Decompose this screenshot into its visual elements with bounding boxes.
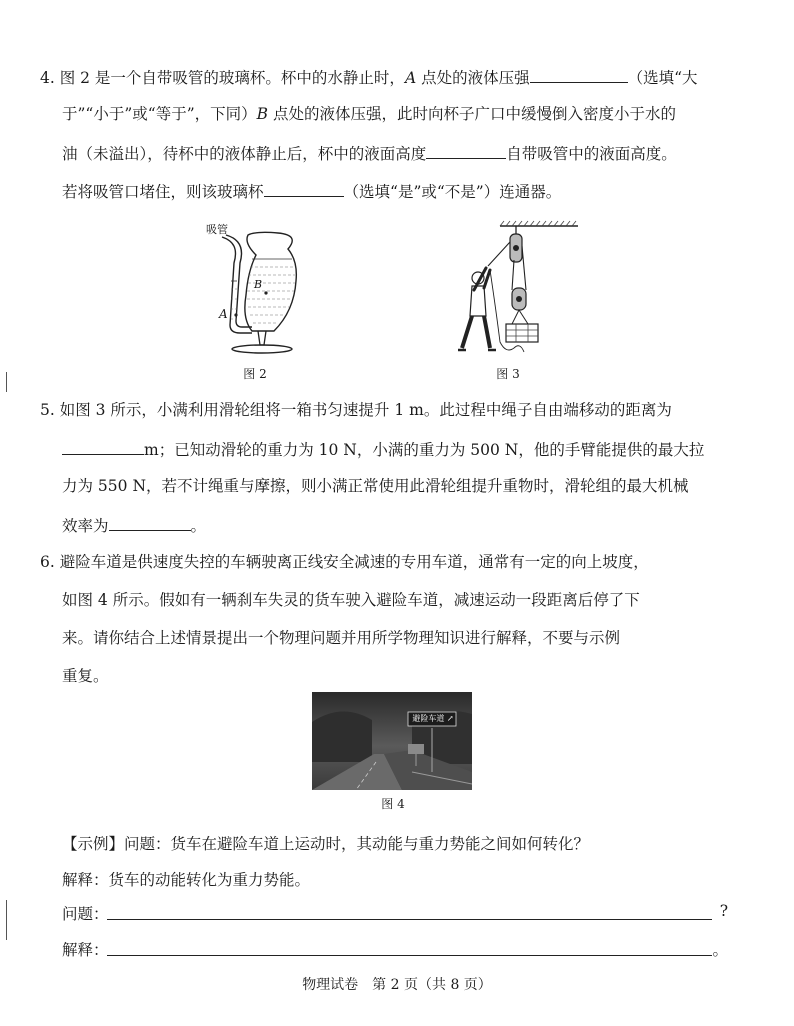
example-tag: 【示例】 <box>62 835 125 853</box>
q4-line-2: 于”“小于”或“等于”，下同）B 点处的液体压强，此时向杯子广口中缓慢倒入密度小于水的 <box>62 105 676 123</box>
scan-edge-mark <box>6 900 7 940</box>
explanation-label: 解释： <box>62 941 109 959</box>
q4-blank-2[interactable] <box>426 142 506 159</box>
explanation-answer-line[interactable] <box>107 955 712 956</box>
q5-blank-1[interactable] <box>62 438 144 455</box>
q6-line-1: 6. 避险车道是供速度失控的车辆驶离正线安全减速的专用车道，通常有一定的向上坡度， <box>40 553 649 571</box>
q6-line-3: 来。请你结合上述情景提出一个物理问题并用所学物理知识进行解释，不要与示例 <box>62 629 621 647</box>
escape-lane-sign: 避险车道 ↗ <box>412 714 454 723</box>
q4-blank-1[interactable] <box>530 66 628 83</box>
q5-line-2: m；已知动滑轮的重力为 10 N，小满的重力为 500 N，他的手臂能提供的最大拉 <box>62 438 704 460</box>
scan-edge-mark <box>6 372 7 392</box>
q4-line-4: 若将吸管口堵住，则该玻璃杯 （选填“是”或“不是”）连通器。 <box>62 180 561 202</box>
point-a-label: A <box>219 307 228 321</box>
example-answer: 解释：货车的动能转化为重力势能。 <box>62 871 311 889</box>
figure-4-caption: 图 4 <box>381 797 405 811</box>
question-label: 问题： <box>62 905 109 923</box>
question-end-mark: ? <box>719 902 728 920</box>
page-footer: 物理试卷 第 2 页（共 8 页） <box>302 977 492 993</box>
explanation-end-mark: 。 <box>712 941 728 959</box>
q5-blank-2[interactable] <box>109 514 191 531</box>
q6-line-2: 如图 4 所示。假如有一辆刹车失灵的货车驶入避险车道，减速运动一段距离后停了下 <box>62 591 640 609</box>
question-answer-line[interactable] <box>107 919 712 920</box>
question-answer-row <box>62 902 728 924</box>
q5-line-1: 5. 如图 3 所示，小满利用滑轮组将一箱书匀速提升 1 m。此过程中绳子自由端移动的距离为 <box>40 401 672 419</box>
q4-blank-3[interactable] <box>264 180 344 197</box>
q6-line-4: 重复。 <box>62 667 109 685</box>
figure-2-caption: 图 2 <box>243 367 267 381</box>
point-b-label: B <box>254 278 263 291</box>
straw-label: 吸管 <box>206 223 228 236</box>
q4-line-1: 4. 图 2 是一个自带吸管的玻璃杯。杯中的水静止时，A 点处的液体压强 （选填“大 <box>40 66 698 88</box>
q5-line-3: 力为 550 N，若不计绳重与摩擦，则小满正常使用此滑轮组提升重物时，滑轮组的最大机械 <box>62 477 689 495</box>
q5-line-4: 效率为 。 <box>62 514 206 536</box>
q4-line-3: 油（未溢出），待杯中的液体静止后，杯中的液面高度 自带吸管中的液面高度。 <box>62 142 677 164</box>
figure-3-pulley <box>440 220 590 360</box>
figure-3-caption: 图 3 <box>496 367 520 381</box>
figure-4-photo <box>312 692 472 790</box>
example-question: 【示例】问题：货车在避险车道上运动时，其动能与重力势能之间如何转化？ <box>62 835 590 853</box>
explanation-answer-row <box>62 938 728 960</box>
